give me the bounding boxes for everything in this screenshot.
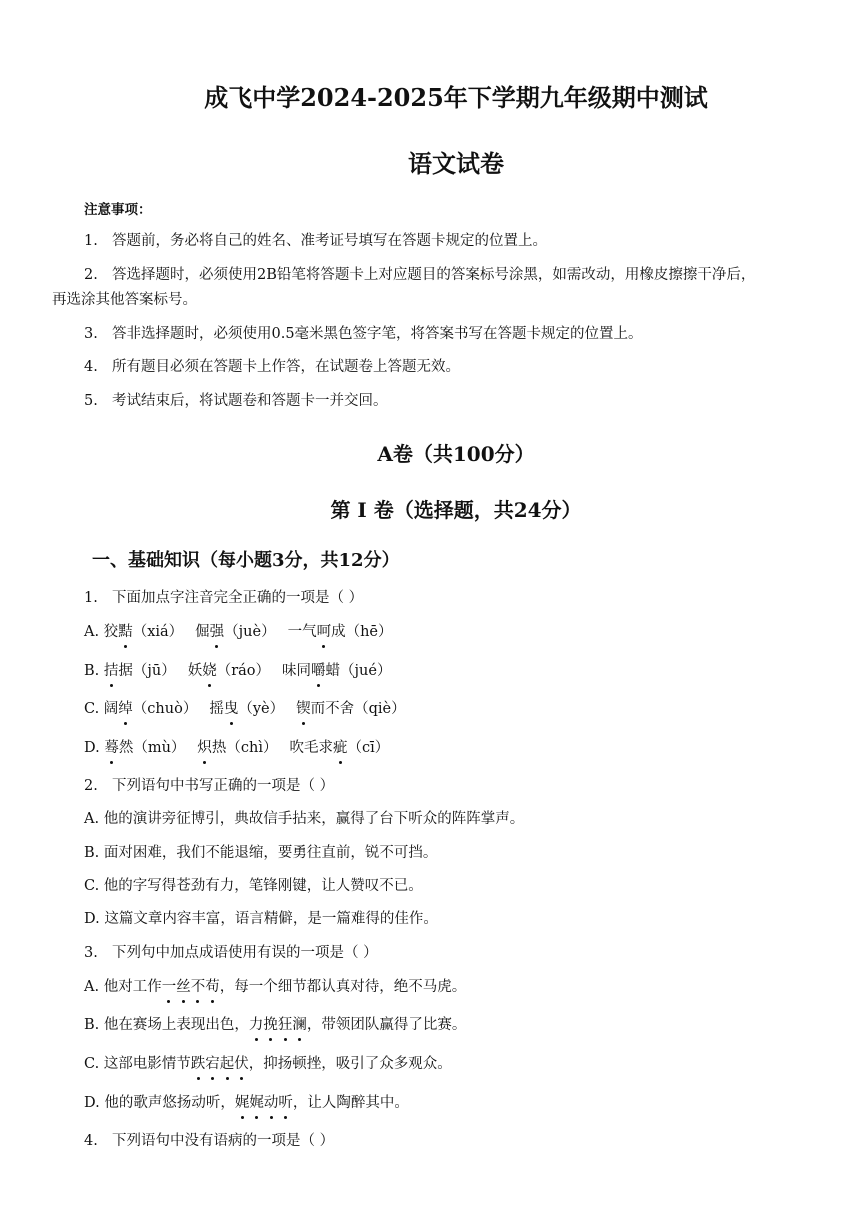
question-text: 下列语句中书写正确的一项是（ ）	[112, 778, 335, 794]
dotted-character: 绰	[118, 701, 133, 717]
dotted-character: 狂	[277, 1017, 293, 1033]
option-label: A.	[84, 624, 100, 640]
part-a-heading: A卷（共100分）	[377, 442, 535, 466]
option-text: 蜡（jué）	[325, 663, 392, 679]
option-line	[84, 1093, 409, 1113]
dotted-character: 嚼	[311, 663, 326, 679]
dotted-character: 跌	[190, 1056, 206, 1072]
question-number: 1.	[84, 590, 98, 606]
question-stem	[84, 776, 334, 796]
option-text: 妖	[187, 663, 203, 679]
dotted-idiom	[249, 1017, 307, 1033]
option-text: 他对工作	[103, 979, 162, 995]
dotted-idiom	[191, 1056, 249, 1072]
dotted-character: 炽	[197, 740, 212, 756]
option-text: 这部电影情节	[103, 1056, 191, 1072]
question-stem	[84, 943, 378, 963]
option-line	[84, 809, 524, 829]
option-label: B.	[84, 663, 100, 679]
dotted-character: 黠	[118, 624, 133, 640]
option-text: 阔	[103, 701, 119, 717]
notice-heading: 注意事项：	[84, 202, 152, 218]
dotted-character: 拮	[103, 663, 119, 679]
option-text: （yè）	[238, 701, 285, 717]
volume-heading: 第 Ⅰ 卷（选择题，共24分）	[330, 498, 582, 522]
dotted-character: 力	[248, 1017, 264, 1033]
option-line	[84, 977, 466, 997]
exam-title: 成飞中学2024-2025年下学期九年级期中测试	[204, 83, 708, 112]
option-text: ，带领团队赢得了比赛。	[306, 1017, 467, 1033]
notice-item	[84, 231, 547, 251]
question-text: 下列语句中没有语病的一项是（ ）	[112, 1133, 335, 1149]
dotted-character: 挽	[263, 1017, 278, 1033]
dotted-character: 娓	[249, 1095, 264, 1111]
notice-number: 3.	[84, 326, 98, 342]
option-text: 狡	[103, 624, 119, 640]
option-text: ，让人陶醉其中。	[292, 1095, 409, 1111]
option-text: 他的字写得苍劲有力，笔锋刚键，让人赞叹不已。	[103, 878, 423, 894]
notice-number: 4.	[84, 359, 98, 375]
notice-item	[84, 357, 460, 377]
option-line	[84, 1015, 466, 1035]
option-text: （juè）	[224, 624, 276, 640]
dotted-character: 娓	[234, 1095, 250, 1111]
notice-item	[84, 265, 755, 285]
dotted-character: 丝	[176, 979, 191, 995]
option-label: D.	[84, 1095, 100, 1111]
exam-subtitle: 语文试卷	[408, 149, 504, 178]
dotted-character: 起	[219, 1056, 235, 1072]
dotted-character: 宕	[205, 1056, 220, 1072]
option-text: 摇	[209, 701, 224, 717]
notice-item-continuation: 再选涂其他答案标号。	[52, 292, 197, 308]
dotted-character: 蓦	[104, 740, 119, 756]
option-label: C.	[84, 701, 100, 717]
option-text: 一气	[287, 624, 317, 640]
notice-text: 答选择题时，必须使用2B铅笔将答题卡上对应题目的答案标号涂黑，如需改动，用橡皮擦擦干净后，	[112, 267, 756, 283]
notice-number: 2.	[84, 267, 98, 283]
option-text: （cī）	[347, 740, 390, 756]
dotted-character: 一	[161, 979, 177, 995]
option-text: 而不舍（qiè）	[310, 701, 406, 717]
option-line	[84, 1054, 452, 1074]
option-text: 他的演讲旁征博引，典故信手拈来，赢得了台下听众的阵阵掌声。	[103, 811, 525, 827]
dotted-character: 锲	[296, 701, 311, 717]
option-line	[84, 909, 438, 929]
dotted-character: 不	[190, 979, 206, 995]
dotted-character: 伏	[234, 1056, 249, 1072]
question-text: 下列句中加点成语使用有误的一项是（ ）	[112, 945, 378, 961]
option-line	[84, 622, 393, 642]
dotted-character: 澜	[292, 1017, 307, 1033]
option-label: C.	[84, 878, 100, 894]
option-text: 热（chì）	[211, 740, 278, 756]
option-label: D.	[84, 740, 100, 756]
notice-item	[84, 324, 643, 344]
option-text: 味同	[282, 663, 312, 679]
notice-item	[84, 391, 388, 411]
question-number: 4.	[84, 1133, 98, 1149]
option-text: ，每一个细节都认真对待，绝不马虎。	[219, 979, 467, 995]
option-text: （xiá）	[132, 624, 184, 640]
option-line	[84, 876, 423, 896]
option-line	[84, 738, 389, 758]
option-label: A.	[84, 979, 100, 995]
dotted-character: 苟	[205, 979, 220, 995]
notice-text: 答题前，务必将自己的姓名、准考证号填写在答题卡规定的位置上。	[112, 233, 547, 249]
dotted-character: 动	[263, 1095, 279, 1111]
option-text: （chuò）	[132, 701, 198, 717]
dotted-idiom	[162, 979, 220, 995]
dotted-character: 听	[278, 1095, 293, 1111]
question-number: 2.	[84, 778, 98, 794]
option-line	[84, 661, 391, 681]
option-text: （ráo）	[216, 663, 271, 679]
notice-text: 答非选择题时，必须使用0.5毫米黑色签字笔，将答案书写在答题卡规定的位置上。	[112, 326, 643, 342]
option-text: 这篇文章内容丰富，语言精僻，是一篇难得的佳作。	[104, 911, 438, 927]
dotted-character: 娆	[202, 663, 217, 679]
dotted-character: 曳	[223, 701, 239, 717]
option-text: 他在赛场上表现出色，	[103, 1017, 249, 1033]
option-label: A.	[84, 811, 100, 827]
option-label: C.	[84, 1056, 100, 1072]
notice-number: 5.	[84, 393, 98, 409]
option-text: 他的歌声悠扬动听，	[104, 1095, 235, 1111]
question-stem	[84, 588, 363, 608]
option-text: 面对困难，我们不能退缩，要勇往直前，锐不可挡。	[103, 845, 438, 861]
question-number: 3.	[84, 945, 98, 961]
option-label: B.	[84, 845, 100, 861]
dotted-idiom	[235, 1095, 293, 1111]
option-text: ，抑扬顿挫，吸引了众多观众。	[248, 1056, 452, 1072]
dotted-character: 呵	[316, 624, 332, 640]
notice-text: 考试结束后，将试题卷和答题卡一并交回。	[112, 393, 388, 409]
option-label: D.	[84, 911, 100, 927]
option-text: 然（mù）	[118, 740, 186, 756]
question-stem	[84, 1131, 334, 1151]
option-line	[84, 843, 437, 863]
notice-text: 所有题目必须在答题卡上作答，在试题卷上答题无效。	[112, 359, 460, 375]
section-heading: 一、基础知识（每小题3分，共12分）	[92, 550, 400, 571]
option-text: 倔	[195, 624, 210, 640]
option-text: 成（hē）	[331, 624, 393, 640]
dotted-character: 疵	[333, 740, 348, 756]
option-line	[84, 699, 406, 719]
notice-number: 1.	[84, 233, 98, 249]
option-text: 据（jū）	[118, 663, 176, 679]
option-label: B.	[84, 1017, 100, 1033]
dotted-character: 强	[209, 624, 225, 640]
option-text: 吹毛求	[289, 740, 334, 756]
question-text: 下面加点字注音完全正确的一项是（ ）	[112, 590, 364, 606]
